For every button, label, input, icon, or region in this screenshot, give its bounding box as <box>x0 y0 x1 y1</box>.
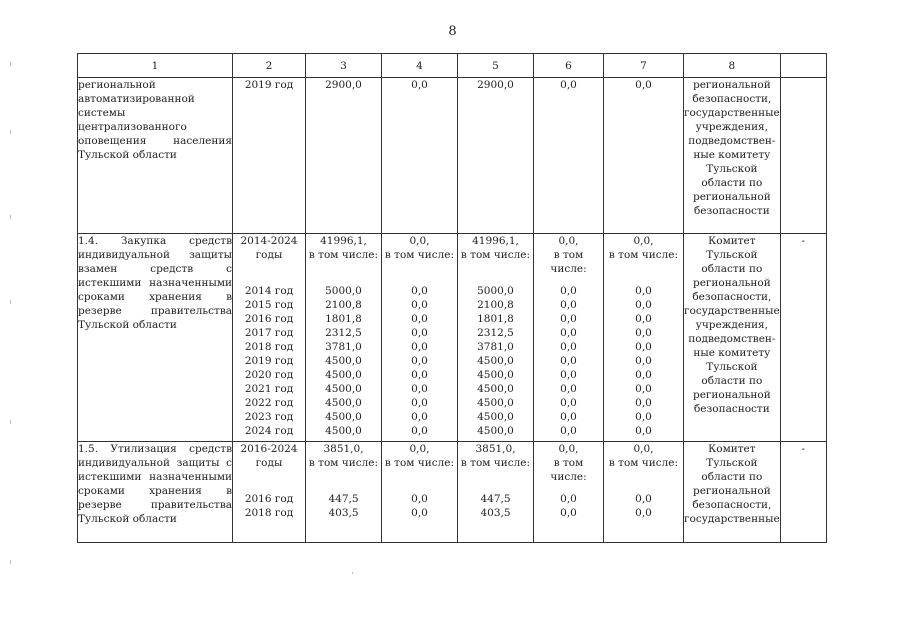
regional-funding-value: 3781,0 <box>477 341 514 353</box>
regional-funding-value: 2312,5 <box>477 327 514 339</box>
total-funding-value: 447,5 <box>328 493 359 505</box>
regional-funding-total: в том числе: <box>460 249 531 261</box>
responsible-line: области по <box>701 471 763 483</box>
result-indicator <box>780 78 826 234</box>
measure-description: 1.5. Утилизация средств индивидуальной защиты с истекшими назначенными сроками хранения в резерве правительства Тульской области <box>78 442 233 543</box>
responsible-line: государственные <box>684 513 780 525</box>
spacer <box>458 470 533 492</box>
total-funding-value: 5000,0 <box>325 285 362 297</box>
total-funding-total: 3851,0, <box>323 443 364 455</box>
column-header-5: 5 <box>458 54 534 78</box>
extra-funding-cell <box>604 442 684 543</box>
extra-funding-total: 0,0, <box>633 443 654 455</box>
total-funding-value: 2312,5 <box>325 327 362 339</box>
municipal-funding-value: 0,0 <box>560 341 577 353</box>
federal-funding-value: 0,0 <box>411 285 428 297</box>
total-funding-value: 3781,0 <box>325 341 362 353</box>
municipal-funding-total: в том <box>553 249 584 261</box>
period-value: 2019 год <box>244 79 294 91</box>
municipal-funding-total: 0,0, <box>558 443 579 455</box>
federal-funding-total: 0,0, <box>409 443 430 455</box>
period-value: 2018 год <box>244 507 294 519</box>
extra-funding-value: 0,0 <box>635 411 652 423</box>
total-funding-value: 403,5 <box>328 507 359 519</box>
regional-funding-value: 4500,0 <box>477 425 514 437</box>
federal-funding-value: 0,0 <box>411 79 428 91</box>
responsible-line: учреждения, <box>695 121 769 133</box>
total-funding-value: 4500,0 <box>325 383 362 395</box>
table-row <box>78 234 827 442</box>
municipal-funding-value: 0,0 <box>560 313 577 325</box>
regional-funding-value: 2900,0 <box>477 79 514 91</box>
extra-funding-value: 0,0 <box>635 355 652 367</box>
spacer <box>458 262 533 284</box>
spacer <box>233 262 305 284</box>
extra-funding-value: 0,0 <box>635 79 652 91</box>
period-value: 2019 год <box>244 355 294 367</box>
column-number-row <box>78 54 827 78</box>
regional-funding-value: 4500,0 <box>477 355 514 367</box>
responsible-executor <box>684 442 781 543</box>
responsible-line: области по <box>701 177 763 189</box>
spacer <box>382 262 457 284</box>
extra-funding-value: 0,0 <box>635 493 652 505</box>
spacer <box>382 470 457 492</box>
regional-funding-cell <box>458 78 534 234</box>
regional-funding-total: 41996,1, <box>472 235 519 247</box>
responsible-line: Тульской <box>706 457 758 469</box>
federal-funding-value: 0,0 <box>411 507 428 519</box>
measure-description: 1.4. Закупка средств индивидуальной защиты взамен средств с истекшими назначенными сроками хранения в резерве правительства Тульской области <box>78 234 233 442</box>
federal-funding-value: 0,0 <box>411 383 428 395</box>
table-row <box>78 442 827 543</box>
federal-funding-value: 0,0 <box>411 369 428 381</box>
federal-funding-value: 0,0 <box>411 327 428 339</box>
federal-funding-cell <box>382 78 458 234</box>
municipal-funding-total: числе: <box>550 263 587 275</box>
total-funding-value: 4500,0 <box>325 369 362 381</box>
extra-funding-total: 0,0, <box>633 235 654 247</box>
spacer <box>604 262 683 284</box>
municipal-funding-value: 0,0 <box>560 411 577 423</box>
extra-funding-total: в том числе: <box>608 249 679 261</box>
result-indicator: - <box>780 442 826 543</box>
page-number: 8 <box>448 24 457 39</box>
extra-funding-value: 0,0 <box>635 369 652 381</box>
regional-funding-value: 1801,8 <box>477 313 514 325</box>
regional-funding-value: 4500,0 <box>477 369 514 381</box>
municipal-funding-value: 0,0 <box>560 425 577 437</box>
extra-funding-value: 0,0 <box>635 285 652 297</box>
responsible-executor <box>684 78 781 234</box>
regional-funding-total: в том числе: <box>460 457 531 469</box>
municipal-funding-value: 0,0 <box>560 397 577 409</box>
extra-funding-value: 0,0 <box>635 327 652 339</box>
federal-funding-total: в том числе: <box>384 457 455 469</box>
scan-speck <box>10 62 11 66</box>
period-total: годы <box>255 249 283 261</box>
municipal-funding-value: 0,0 <box>560 369 577 381</box>
municipal-funding-cell <box>534 78 604 234</box>
responsible-line: ные комитету <box>693 347 771 359</box>
total-funding-value: 1801,8 <box>325 313 362 325</box>
federal-funding-value: 0,0 <box>411 411 428 423</box>
responsible-line: Комитет <box>708 235 756 247</box>
responsible-line: региональной <box>692 191 771 203</box>
municipal-funding-cell <box>534 234 604 442</box>
extra-funding-total: в том числе: <box>608 457 679 469</box>
total-funding-value: 4500,0 <box>325 397 362 409</box>
column-header-3: 3 <box>306 54 382 78</box>
municipal-funding-total: 0,0, <box>558 235 579 247</box>
extra-funding-value: 0,0 <box>635 341 652 353</box>
column-header-2: 2 <box>233 54 306 78</box>
extra-funding-value: 0,0 <box>635 507 652 519</box>
responsible-line: подведомствен- <box>688 333 776 345</box>
federal-funding-value: 0,0 <box>411 425 428 437</box>
municipal-funding-value: 0,0 <box>560 285 577 297</box>
total-funding-value: 2100,8 <box>325 299 362 311</box>
federal-funding-total: 0,0, <box>409 235 430 247</box>
extra-funding-value: 0,0 <box>635 313 652 325</box>
municipal-funding-value: 0,0 <box>560 383 577 395</box>
extra-funding-value: 0,0 <box>635 425 652 437</box>
table-row <box>78 78 827 234</box>
responsible-line: Тульской <box>706 249 758 261</box>
period-total: 2014-2024 <box>240 235 298 247</box>
municipal-funding-value: 0,0 <box>560 79 577 91</box>
municipal-funding-value: 0,0 <box>560 299 577 311</box>
period-value: 2016 год <box>244 493 294 505</box>
result-indicator: - <box>780 234 826 442</box>
column-header-1: 1 <box>78 54 233 78</box>
period-value: 2014 год <box>244 285 294 297</box>
responsible-line: региональной <box>692 277 771 289</box>
period-cell <box>233 78 306 234</box>
period-cell <box>233 234 306 442</box>
spacer <box>604 470 683 492</box>
regional-funding-value: 4500,0 <box>477 411 514 423</box>
responsible-line: безопасности <box>693 205 770 217</box>
responsible-line: Тульской <box>706 361 758 373</box>
period-value: 2016 год <box>244 313 294 325</box>
municipal-funding-value: 0,0 <box>560 355 577 367</box>
responsible-line: государственные <box>684 107 780 119</box>
responsible-line: региональной <box>692 79 771 91</box>
responsible-line: области по <box>701 263 763 275</box>
municipal-funding-cell <box>534 442 604 543</box>
total-funding-total: в том числе: <box>308 249 379 261</box>
federal-funding-value: 0,0 <box>411 493 428 505</box>
municipal-funding-value: 0,0 <box>560 507 577 519</box>
scan-speck <box>10 300 11 304</box>
column-header-7: 7 <box>604 54 684 78</box>
total-funding-cell <box>306 78 382 234</box>
scan-speck <box>352 572 353 574</box>
responsible-line: безопасности, <box>692 499 772 511</box>
total-funding-cell <box>306 442 382 543</box>
responsible-line: государственные <box>684 305 780 317</box>
responsible-line: региональной <box>692 389 771 401</box>
municipal-funding-value: 0,0 <box>560 493 577 505</box>
period-value: 2020 год <box>244 369 294 381</box>
federal-funding-value: 0,0 <box>411 313 428 325</box>
period-value: 2018 год <box>244 341 294 353</box>
regional-funding-total: 3851,0, <box>475 443 516 455</box>
period-value: 2015 год <box>244 299 294 311</box>
municipal-funding-total: в том <box>553 457 584 469</box>
period-value: 2022 год <box>244 397 294 409</box>
scan-speck <box>10 420 11 424</box>
regional-funding-value: 403,5 <box>480 507 511 519</box>
responsible-line: учреждения, <box>695 319 769 331</box>
responsible-line: Комитет <box>708 443 756 455</box>
period-value: 2021 год <box>244 383 294 395</box>
period-value: 2023 год <box>244 411 294 423</box>
column-header-9 <box>780 54 826 78</box>
responsible-line: безопасности, <box>692 291 772 303</box>
extra-funding-value: 0,0 <box>635 299 652 311</box>
period-value: 2017 год <box>244 327 294 339</box>
municipal-funding-value: 0,0 <box>560 327 577 339</box>
municipal-funding-total: числе: <box>550 471 587 483</box>
responsible-line: безопасности, <box>692 93 772 105</box>
spacer <box>534 276 603 284</box>
period-total: годы <box>255 457 283 469</box>
extra-funding-value: 0,0 <box>635 397 652 409</box>
total-funding-value: 4500,0 <box>325 355 362 367</box>
federal-funding-value: 0,0 <box>411 355 428 367</box>
column-header-4: 4 <box>382 54 458 78</box>
federal-funding-cell <box>382 234 458 442</box>
total-funding-value: 4500,0 <box>325 425 362 437</box>
column-header-8: 8 <box>684 54 781 78</box>
spacer <box>306 262 381 284</box>
total-funding-total: в том числе: <box>308 457 379 469</box>
federal-funding-value: 0,0 <box>411 397 428 409</box>
column-header-6: 6 <box>534 54 604 78</box>
regional-funding-value: 4500,0 <box>477 383 514 395</box>
spacer <box>306 470 381 492</box>
federal-funding-value: 0,0 <box>411 299 428 311</box>
scan-speck <box>10 215 11 219</box>
extra-funding-value: 0,0 <box>635 383 652 395</box>
spacer <box>233 470 305 492</box>
regional-funding-value: 5000,0 <box>477 285 514 297</box>
regional-funding-value: 4500,0 <box>477 397 514 409</box>
regional-funding-value: 2100,8 <box>477 299 514 311</box>
responsible-line: области по <box>701 375 763 387</box>
extra-funding-cell <box>604 78 684 234</box>
responsible-line: безопасности <box>693 403 770 415</box>
regional-funding-value: 447,5 <box>480 493 511 505</box>
total-funding-value: 4500,0 <box>325 411 362 423</box>
program-table <box>77 53 827 543</box>
scan-speck <box>10 560 11 564</box>
regional-funding-cell <box>458 234 534 442</box>
total-funding-value: 2900,0 <box>325 79 362 91</box>
scan-speck <box>10 130 11 134</box>
period-value: 2024 год <box>244 425 294 437</box>
spacer <box>534 484 603 492</box>
responsible-line: региональной <box>692 485 771 497</box>
responsible-line: ные комитету <box>693 149 771 161</box>
period-total: 2016-2024 <box>240 443 298 455</box>
responsible-line: подведомствен- <box>688 135 776 147</box>
regional-funding-cell <box>458 442 534 543</box>
federal-funding-cell <box>382 442 458 543</box>
extra-funding-cell <box>604 234 684 442</box>
responsible-executor <box>684 234 781 442</box>
period-cell <box>233 442 306 543</box>
total-funding-total: 41996,1, <box>320 235 367 247</box>
federal-funding-total: в том числе: <box>384 249 455 261</box>
total-funding-cell <box>306 234 382 442</box>
federal-funding-value: 0,0 <box>411 341 428 353</box>
measure-description: региональной автоматизированной системы централизованного оповещения населения Тульской области <box>78 78 233 234</box>
responsible-line: Тульской <box>706 163 758 175</box>
